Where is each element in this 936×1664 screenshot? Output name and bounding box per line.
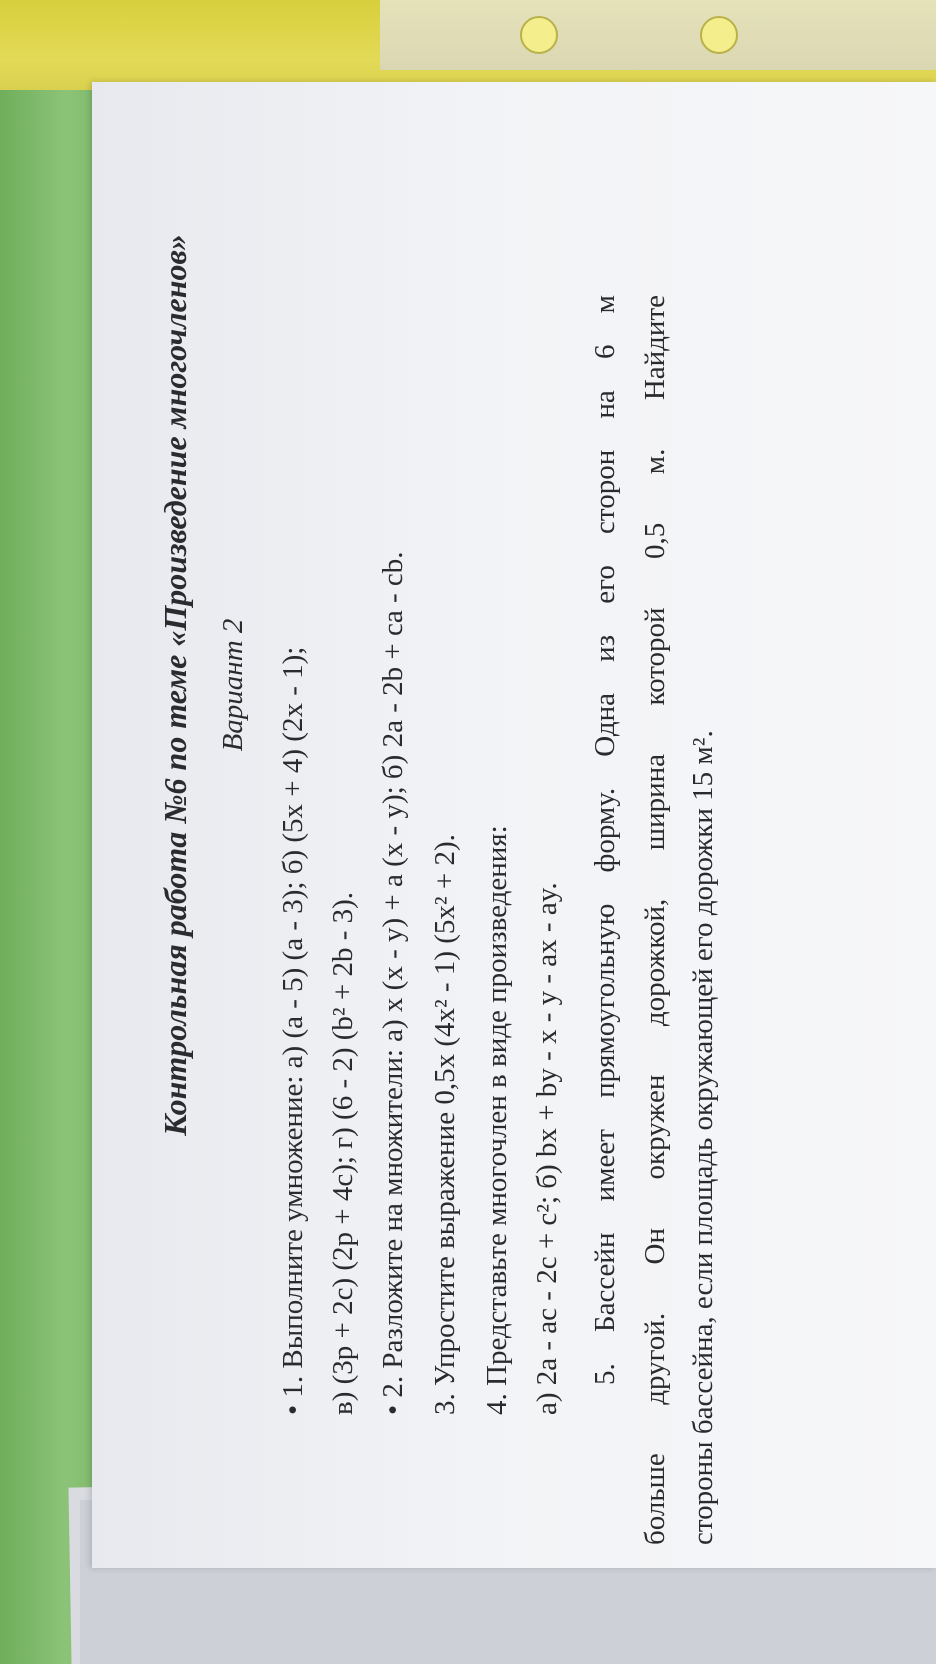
task-2: • 2. Разложите на множители: а) x (x - y) + a (x - y); б) 2a - 2b + ca - cb. [377, 551, 409, 1415]
punch-hole [700, 16, 738, 54]
task-3: 3. Упростите выражение 0,5x (4x² - 1) (5x² + 2). [429, 834, 461, 1415]
variant-label: Вариант 2 [217, 618, 249, 752]
task-4-parts: а) 2a - ac - 2c + c²; б) bx + by - x - y - ax - ay. [531, 882, 563, 1415]
task-5-line-1: 5. Бассейн имеет прямоугольную форму. Одна из его сторон на 6 м [589, 295, 621, 1385]
task-5-line-2: больше другой. Он окружен дорожкой, ширина которой 0,5 м. Найдите [639, 295, 671, 1545]
task-1-line-2: в) (3p + 2c) (2p + 4c); г) (6 - 2) (b² + 2b - 3). [327, 891, 359, 1415]
document-title: Контрольная работа №6 по теме «Произведение многочленов» [157, 234, 193, 1136]
task-4: 4. Представьте многочлен в виде произведения: [481, 825, 513, 1415]
punch-hole [520, 16, 558, 54]
task-1-line-1: • 1. Выполните умножение: а) (a - 5) (a - 3); б) (5x + 4) (2x - 1); [277, 646, 309, 1415]
clear-sleeve [380, 0, 936, 70]
task-5-line-3: стороны бассейна, если площадь окружающей его дорожки 15 м². [687, 730, 719, 1545]
paper-text [150, 75, 850, 1545]
